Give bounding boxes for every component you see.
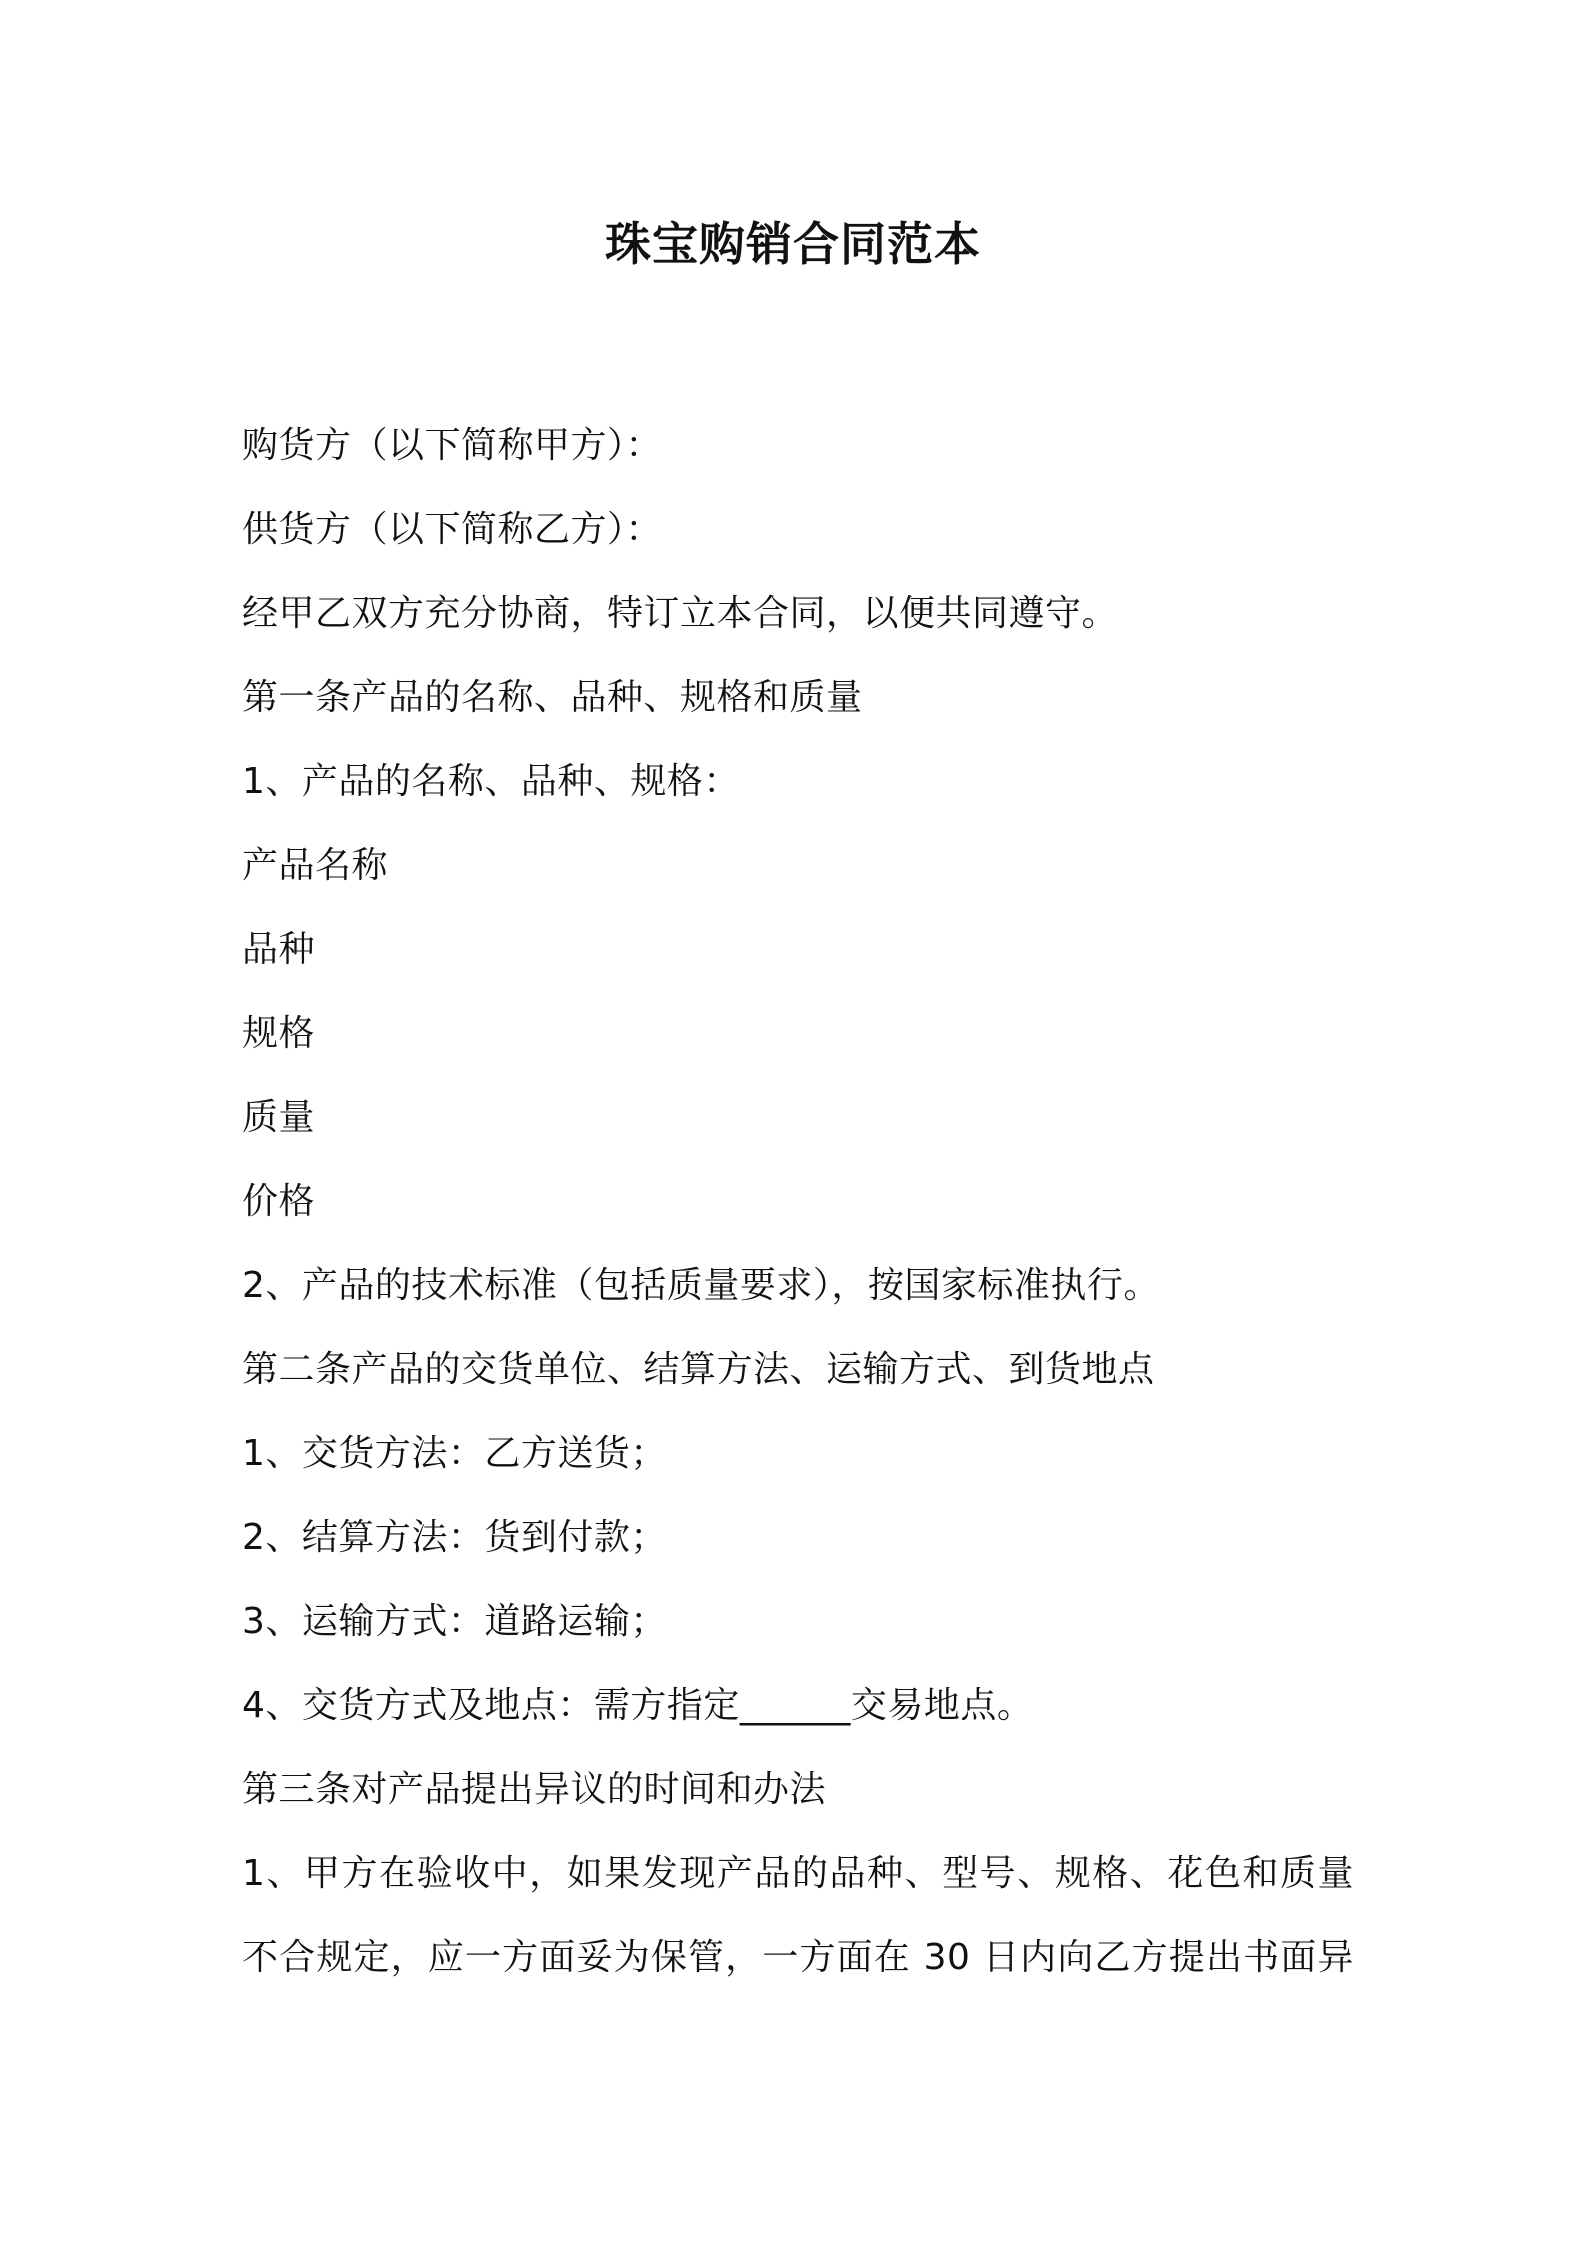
article-2-item-3: 3、运输方式：道路运输； [242,1601,667,1642]
document-body [242,404,1362,2000]
article-3-heading: 第三条对产品提出异议的时间和办法 [242,1769,827,1810]
field-price: 价格 [242,1181,316,1222]
field-specification: 规格 [242,1013,316,1054]
field-variety: 品种 [242,929,316,970]
article-1-heading: 第一条产品的名称、品种、规格和质量 [242,677,863,718]
article-1-item-2: 2、产品的技术标准（包括质量要求），按国家标准执行。 [242,1265,1160,1306]
document-title: 珠宝购销合同范本 [605,217,981,271]
article-2-item-1: 1、交货方法：乙方送货； [242,1433,667,1474]
party-a-line: 购货方（以下简称甲方）： [242,425,663,466]
article-3-item-1-line-1: 1、甲方在验收中，如果发现产品的品种、型号、规格、花色和质量 [242,1853,1354,1894]
article-1-item-1: 1、产品的名称、品种、规格： [242,761,740,802]
field-quality: 质量 [242,1097,316,1138]
article-2-item-4: 4、交货方式及地点：需方指定______交易地点。 [242,1685,1034,1726]
agreement-intro: 经甲乙双方充分协商，特订立本合同，以便共同遵守。 [242,593,1119,634]
party-b-line: 供货方（以下简称乙方）： [242,509,663,550]
article-3-item-1-line-2: 不合规定，应一方面妥为保管，一方面在 30 日内向乙方提出书面异 [242,1937,1354,1978]
article-2-heading: 第二条产品的交货单位、结算方法、运输方式、到货地点 [242,1349,1155,1390]
field-product-name: 产品名称 [242,845,389,886]
article-2-item-2: 2、结算方法：货到付款； [242,1517,667,1558]
